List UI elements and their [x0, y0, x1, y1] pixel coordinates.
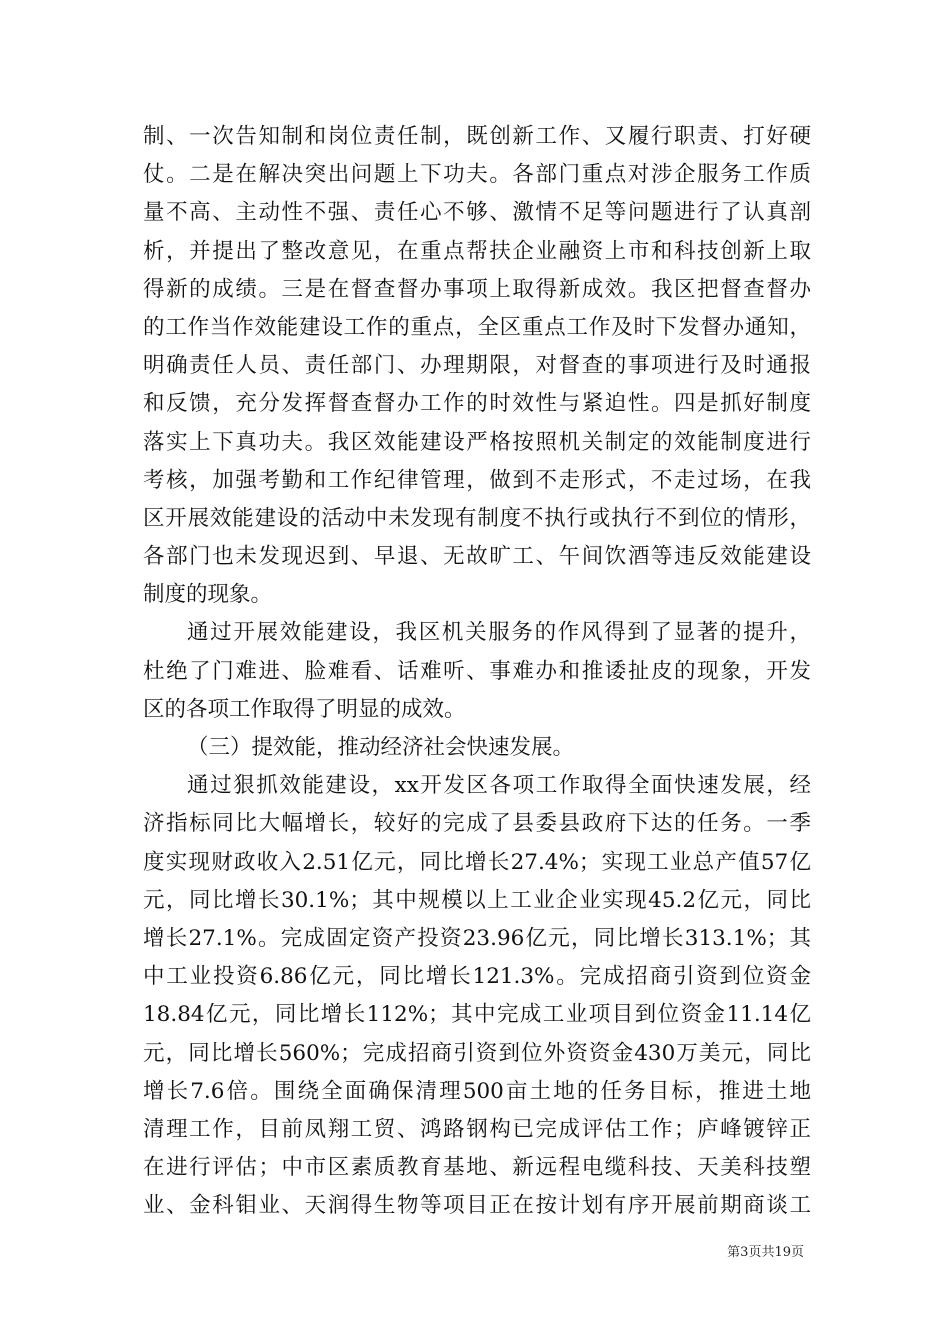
text-line: 18.84亿元，同比增长112%；其中完成工业项目到位资金11.14亿: [143, 1002, 811, 1028]
document-body: [143, 118, 811, 1225]
text-line: 元，同比增长30.1%；其中规模以上工业企业实现45.2亿元，同比: [143, 887, 811, 913]
text-line: 各部门也未发现迟到、早退、无故旷工、午间饮酒等违反效能建设: [143, 544, 811, 570]
text-line: 仗。二是在解决突出问题上下功夫。各部门重点对涉企服务工作质: [143, 162, 811, 188]
text-line: 得新的成绩。三是在督查督办事项上取得新成效。我区把督查督办: [143, 276, 811, 302]
paragraph-first-line: 通过开展效能建设，我区机关服务的作风得到了显著的提升，: [187, 620, 811, 646]
text-line: 元，同比增长560%；完成招商引资到位外资资金430万美元，同比: [143, 1040, 811, 1066]
text-line: 析，并提出了整改意见，在重点帮扶企业融资上市和科技创新上取: [143, 238, 811, 264]
text-line: 的工作当作效能建设工作的重点，全区重点工作及时下发督办通知，: [143, 314, 811, 340]
paragraph-first-line: 通过狠抓效能建设，xx开发区各项工作取得全面快速发展，经: [187, 773, 811, 799]
text-line: 考核，加强考勤和工作纪律管理，做到不走形式，不走过场，在我: [143, 467, 811, 493]
text-line: 清理工作，目前凤翔工贸、鸿路钢构已完成评估工作；庐峰镀锌正: [143, 1116, 811, 1142]
text-line: 制度的现象。: [143, 582, 273, 608]
text-line: 区开展效能建设的活动中未发现有制度不执行或执行不到位的情形，: [143, 505, 811, 531]
text-line: 在进行评估；中市区素质教育基地、新远程电缆科技、天美科技塑: [143, 1155, 811, 1181]
text-line: 中工业投资6.86亿元，同比增长121.3%。完成招商引资到位资金: [143, 964, 811, 990]
text-line: 制、一次告知制和岗位责任制，既创新工作、又履行职责、打好硬: [143, 124, 811, 149]
text-line: 增长7.6倍。围绕全面确保清理500亩土地的任务目标，推进土地: [143, 1078, 811, 1104]
text-line: 和反馈，充分发挥督查督办工作的时效性与紧迫性。四是抓好制度: [143, 391, 811, 417]
text-line: 增长27.1%。完成固定资产投资23.96亿元，同比增长313.1%；其: [143, 925, 811, 951]
text-line: 区的各项工作取得了明显的成效。: [143, 696, 466, 722]
text-line: 明确责任人员、责任部门、办理期限，对督查的事项进行及时通报: [143, 353, 811, 379]
text-line: 杜绝了门难进、脸难看、话难听、事难办和推诿扯皮的现象，开发: [143, 658, 811, 684]
page-number: 第3页共19页: [727, 1245, 804, 1260]
text-line: 度实现财政收入2.51亿元，同比增长27.4%；实现工业总产值57亿: [143, 849, 811, 875]
text-line: 落实上下真功夫。我区效能建设严格按照机关制定的效能制度进行: [143, 429, 811, 455]
section-heading: （三）提效能，推动经济社会快速发展。: [187, 735, 575, 760]
text-line: 量不高、主动性不强、责任心不够、激情不足等问题进行了认真剖: [143, 200, 811, 226]
text-line: 济指标同比大幅增长，较好的完成了县委县政府下达的任务。一季: [143, 811, 811, 837]
text-line: 业、金科钼业、天润得生物等项目正在按计划有序开展前期商谈工: [143, 1193, 811, 1219]
